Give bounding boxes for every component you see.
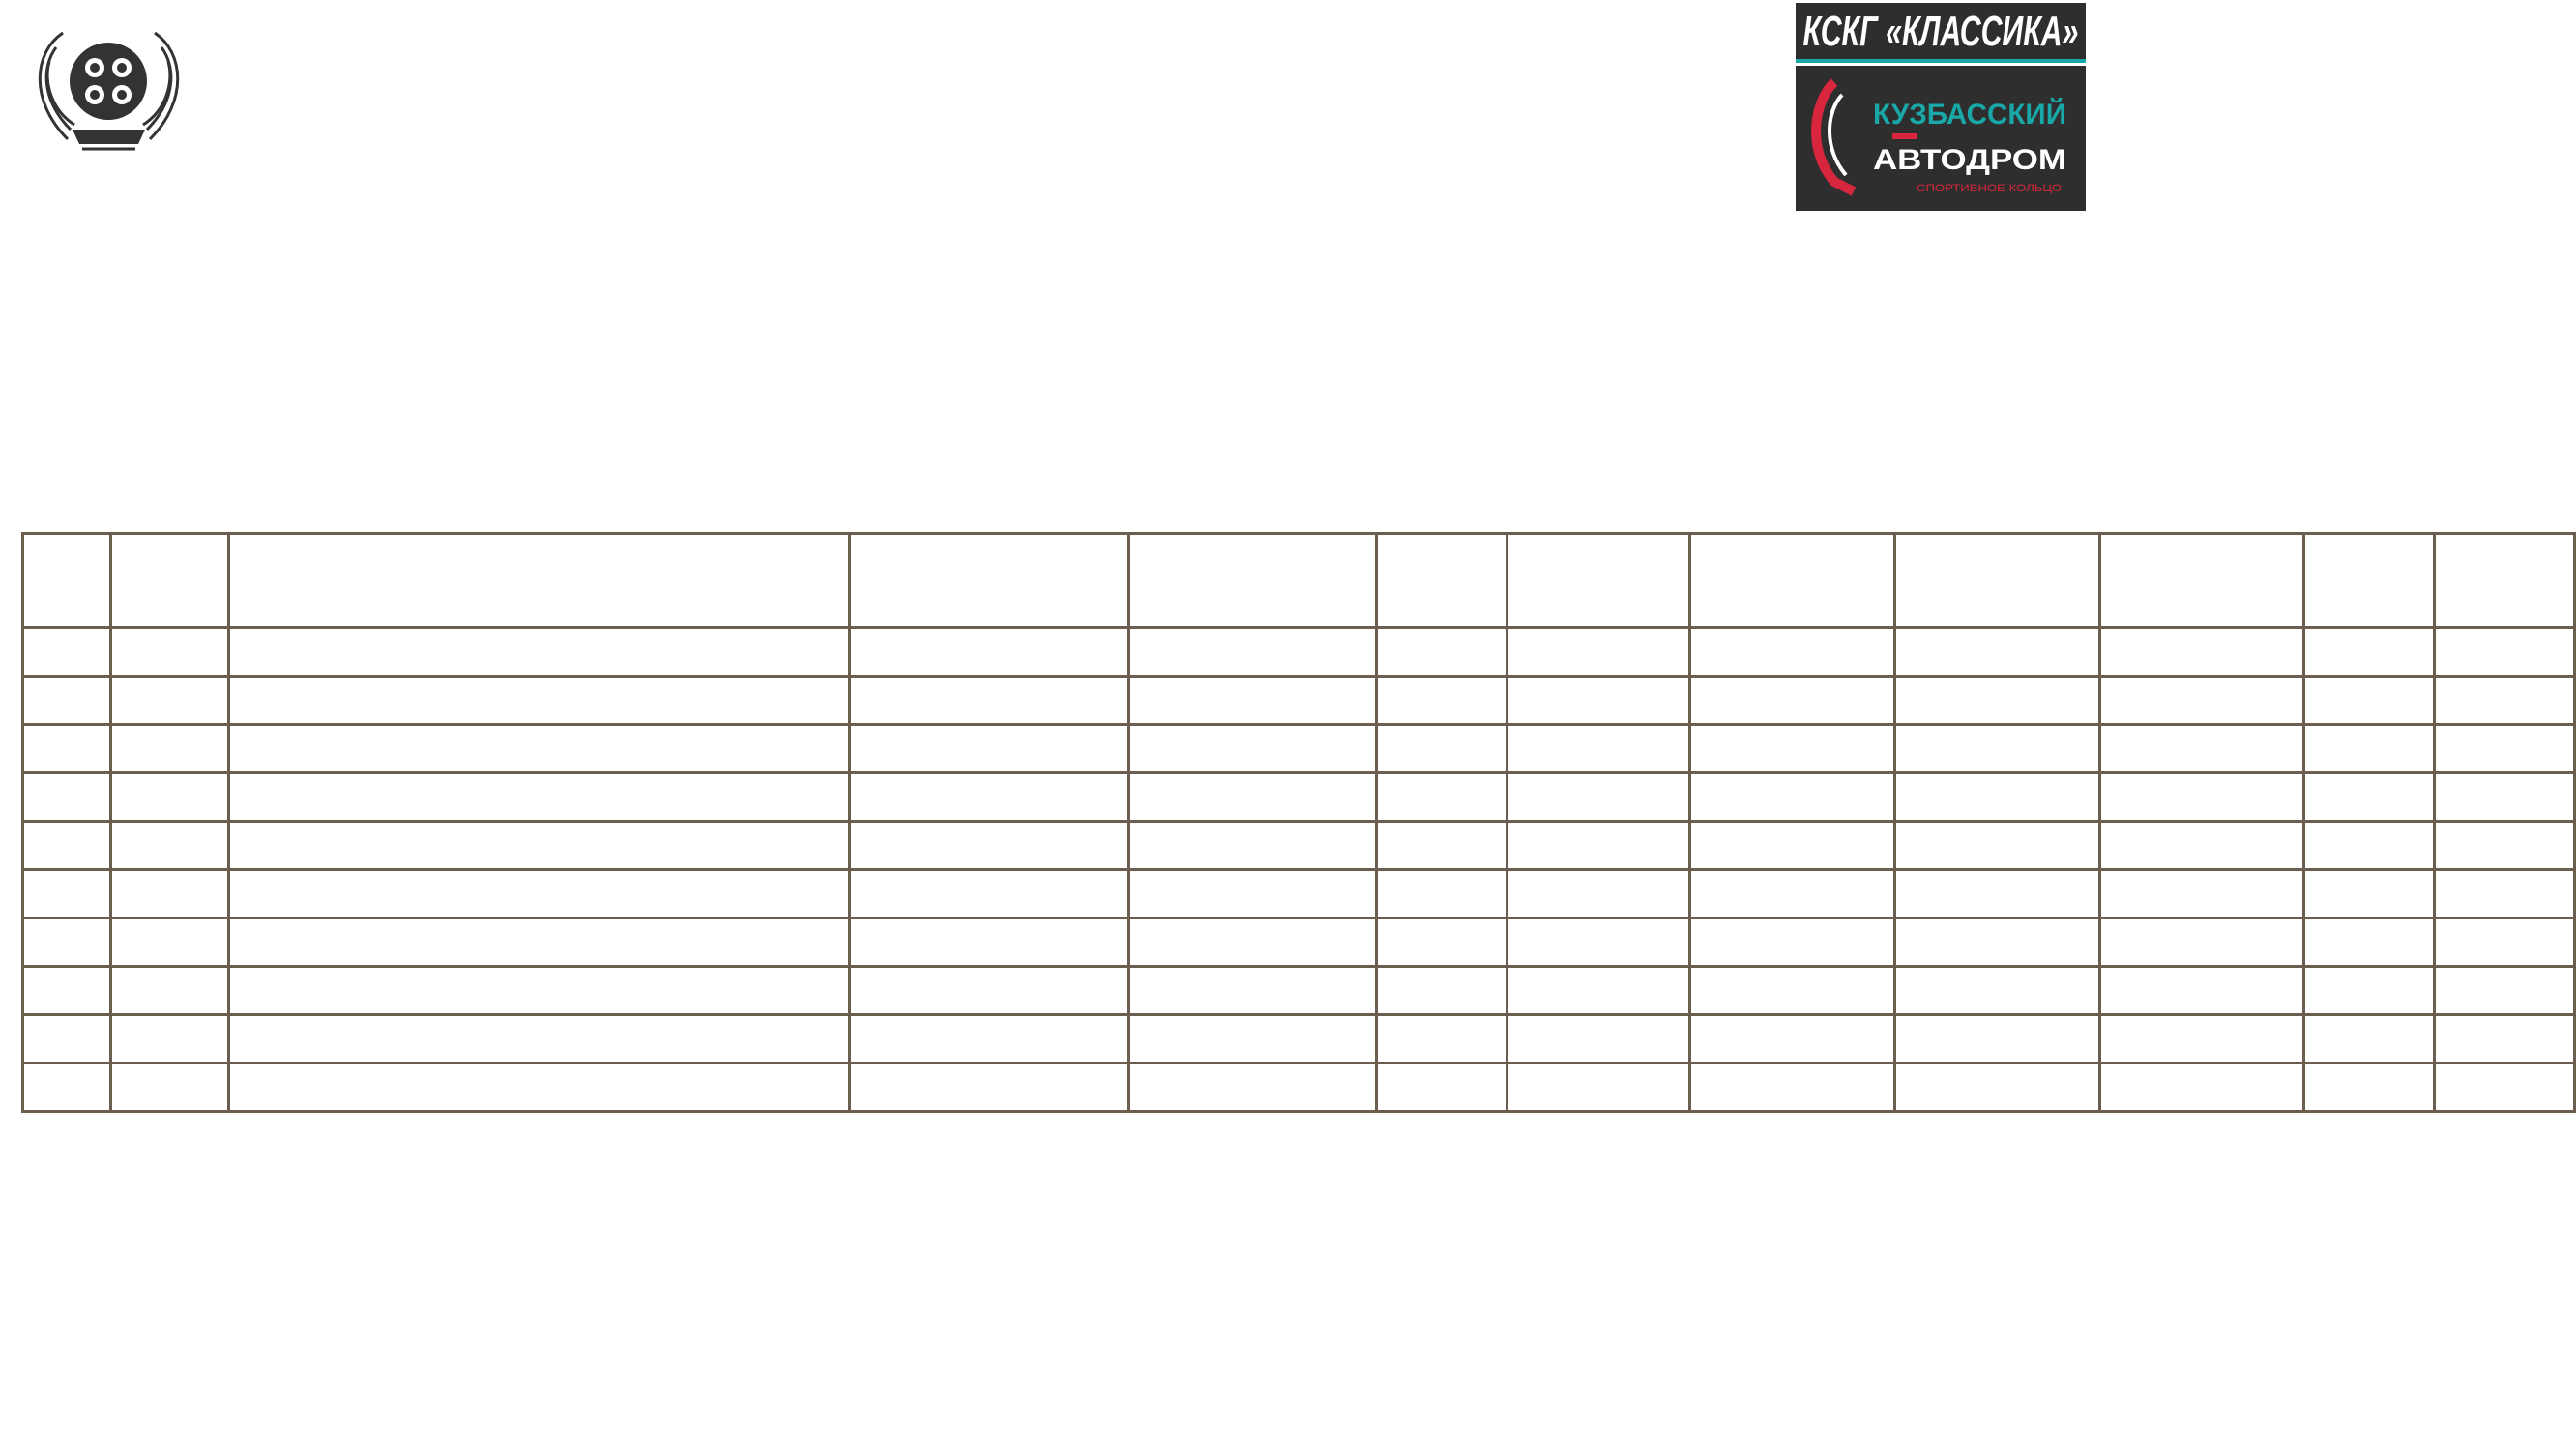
table-cell <box>1507 822 1690 870</box>
table-cell <box>228 918 849 967</box>
table-cell <box>23 822 111 870</box>
table-cell <box>110 1063 228 1112</box>
table-cell <box>2099 967 2304 1015</box>
table-cell <box>23 1015 111 1063</box>
table-cell <box>23 870 111 918</box>
table-cell <box>228 725 849 773</box>
table-cell <box>2435 822 2575 870</box>
table-cell <box>1129 870 1377 918</box>
table-cell <box>2099 918 2304 967</box>
table-cell <box>849 677 1129 725</box>
table-cell <box>1129 1015 1377 1063</box>
table-cell <box>2099 677 2304 725</box>
table-header-cell <box>228 534 849 628</box>
table-cell <box>1690 677 1895 725</box>
svg-text:КСКГ «КЛАССИКА»: КСКГ «КЛАССИКА» <box>1802 8 2079 55</box>
table-cell <box>110 918 228 967</box>
table-cell <box>110 870 228 918</box>
table-cell <box>2435 628 2575 677</box>
table-cell <box>1895 967 2100 1015</box>
table-cell <box>1690 967 1895 1015</box>
table-cell <box>849 918 1129 967</box>
table-cell <box>2304 628 2435 677</box>
table-cell <box>849 725 1129 773</box>
table-cell <box>23 967 111 1015</box>
table-cell <box>228 677 849 725</box>
table-cell <box>2435 918 2575 967</box>
table-header-cell <box>1129 534 1377 628</box>
table-cell <box>23 677 111 725</box>
table-cell <box>1129 967 1377 1015</box>
table-cell <box>2304 677 2435 725</box>
table-cell <box>2099 725 2304 773</box>
table-cell <box>2435 967 2575 1015</box>
table-header-cell <box>23 534 111 628</box>
table-cell <box>2099 822 2304 870</box>
table-cell <box>849 1015 1129 1063</box>
table-cell <box>2304 1063 2435 1112</box>
table-cell <box>1129 677 1377 725</box>
table-cell <box>1507 677 1690 725</box>
table-cell <box>228 773 849 822</box>
table-cell <box>849 822 1129 870</box>
table-cell <box>1690 822 1895 870</box>
table-header-cell <box>110 534 228 628</box>
table-cell <box>1129 628 1377 677</box>
table-row <box>23 628 2575 677</box>
table-cell <box>1376 677 1507 725</box>
table-cell <box>2304 773 2435 822</box>
table-cell <box>23 628 111 677</box>
table-cell <box>1376 628 1507 677</box>
table-row <box>23 967 2575 1015</box>
table-cell <box>2099 1015 2304 1063</box>
table-cell <box>1507 1015 1690 1063</box>
table-cell <box>23 1063 111 1112</box>
table-cell <box>849 870 1129 918</box>
table-cell <box>2304 822 2435 870</box>
table-cell <box>1376 870 1507 918</box>
table-cell <box>23 773 111 822</box>
table-cell <box>110 628 228 677</box>
results-table <box>21 532 2576 1113</box>
table-cell <box>1507 1063 1690 1112</box>
table-cell <box>228 967 849 1015</box>
table-cell <box>849 773 1129 822</box>
table-cell <box>110 1015 228 1063</box>
table-row <box>23 1015 2575 1063</box>
table-header-cell <box>2304 534 2435 628</box>
table-cell <box>228 628 849 677</box>
table-cell <box>1895 773 2100 822</box>
table-header-cell <box>2435 534 2575 628</box>
kuzbass-autodrome-logo <box>1796 3 2086 211</box>
table-cell <box>2435 1063 2575 1112</box>
table-cell <box>1895 677 2100 725</box>
table-cell <box>23 725 111 773</box>
table-cell <box>2304 918 2435 967</box>
table-cell <box>1690 870 1895 918</box>
table-row <box>23 677 2575 725</box>
table-cell <box>110 822 228 870</box>
table-header-cell <box>849 534 1129 628</box>
table-cell <box>1129 918 1377 967</box>
table-cell <box>2304 870 2435 918</box>
table-cell <box>2435 1015 2575 1063</box>
table-cell <box>1690 918 1895 967</box>
table-cell <box>2435 677 2575 725</box>
table-cell <box>849 628 1129 677</box>
table-cell <box>2304 967 2435 1015</box>
table-cell <box>1507 918 1690 967</box>
table-row <box>23 918 2575 967</box>
table-cell <box>1507 773 1690 822</box>
table-cell <box>1507 725 1690 773</box>
table-cell <box>1690 725 1895 773</box>
table-cell <box>228 1015 849 1063</box>
table-cell <box>110 677 228 725</box>
svg-text:КУЗБАССКИЙ: КУЗБАССКИЙ <box>1873 99 2069 131</box>
table-cell <box>1690 1063 1895 1112</box>
svg-text:СПОРТИВНОЕ КОЛЬЦО: СПОРТИВНОЕ КОЛЬЦО <box>1917 183 2063 194</box>
table-cell <box>1507 870 1690 918</box>
table-cell <box>2099 628 2304 677</box>
table-cell <box>2099 870 2304 918</box>
table-row <box>23 725 2575 773</box>
table-cell <box>1895 918 2100 967</box>
table-cell <box>1376 1063 1507 1112</box>
table-cell <box>1129 1063 1377 1112</box>
table-cell <box>228 1063 849 1112</box>
table-cell <box>849 967 1129 1015</box>
table-cell <box>110 773 228 822</box>
table-cell <box>1376 725 1507 773</box>
table-cell <box>1690 773 1895 822</box>
table-cell <box>110 725 228 773</box>
table-cell <box>2099 773 2304 822</box>
table-header-cell <box>2099 534 2304 628</box>
table-cell <box>1507 967 1690 1015</box>
table-cell <box>2435 725 2575 773</box>
table-cell <box>2304 1015 2435 1063</box>
table-cell <box>1895 1015 2100 1063</box>
table-row <box>23 822 2575 870</box>
table-cell <box>228 870 849 918</box>
svg-text:АВТОДРОМ: АВТОДРОМ <box>1873 144 2066 176</box>
table-header-cell <box>1507 534 1690 628</box>
table-cell <box>1895 725 2100 773</box>
raf-emblem-icon <box>24 14 193 163</box>
table-cell <box>1376 1015 1507 1063</box>
table-cell <box>1895 1063 2100 1112</box>
table-cell <box>1895 870 2100 918</box>
table-cell <box>1376 822 1507 870</box>
table-header-row <box>23 534 2575 628</box>
table-cell <box>2304 725 2435 773</box>
table-cell <box>2099 1063 2304 1112</box>
table-row <box>23 870 2575 918</box>
table-cell <box>1129 725 1377 773</box>
table-cell <box>1376 918 1507 967</box>
table-cell <box>2435 773 2575 822</box>
table-cell <box>23 918 111 967</box>
table-row <box>23 1063 2575 1112</box>
table-header-cell <box>1376 534 1507 628</box>
table-header-cell <box>1895 534 2100 628</box>
table-row <box>23 773 2575 822</box>
table-cell <box>110 967 228 1015</box>
table-cell <box>1376 773 1507 822</box>
table-cell <box>1376 967 1507 1015</box>
table-cell <box>1895 822 2100 870</box>
table-cell <box>1690 628 1895 677</box>
table-cell <box>228 822 849 870</box>
table-cell <box>1895 628 2100 677</box>
table-cell <box>1129 822 1377 870</box>
table-header-cell <box>1690 534 1895 628</box>
table-cell <box>849 1063 1129 1112</box>
table-cell <box>1507 628 1690 677</box>
table-cell <box>2435 870 2575 918</box>
table-cell <box>1129 773 1377 822</box>
table-cell <box>1690 1015 1895 1063</box>
